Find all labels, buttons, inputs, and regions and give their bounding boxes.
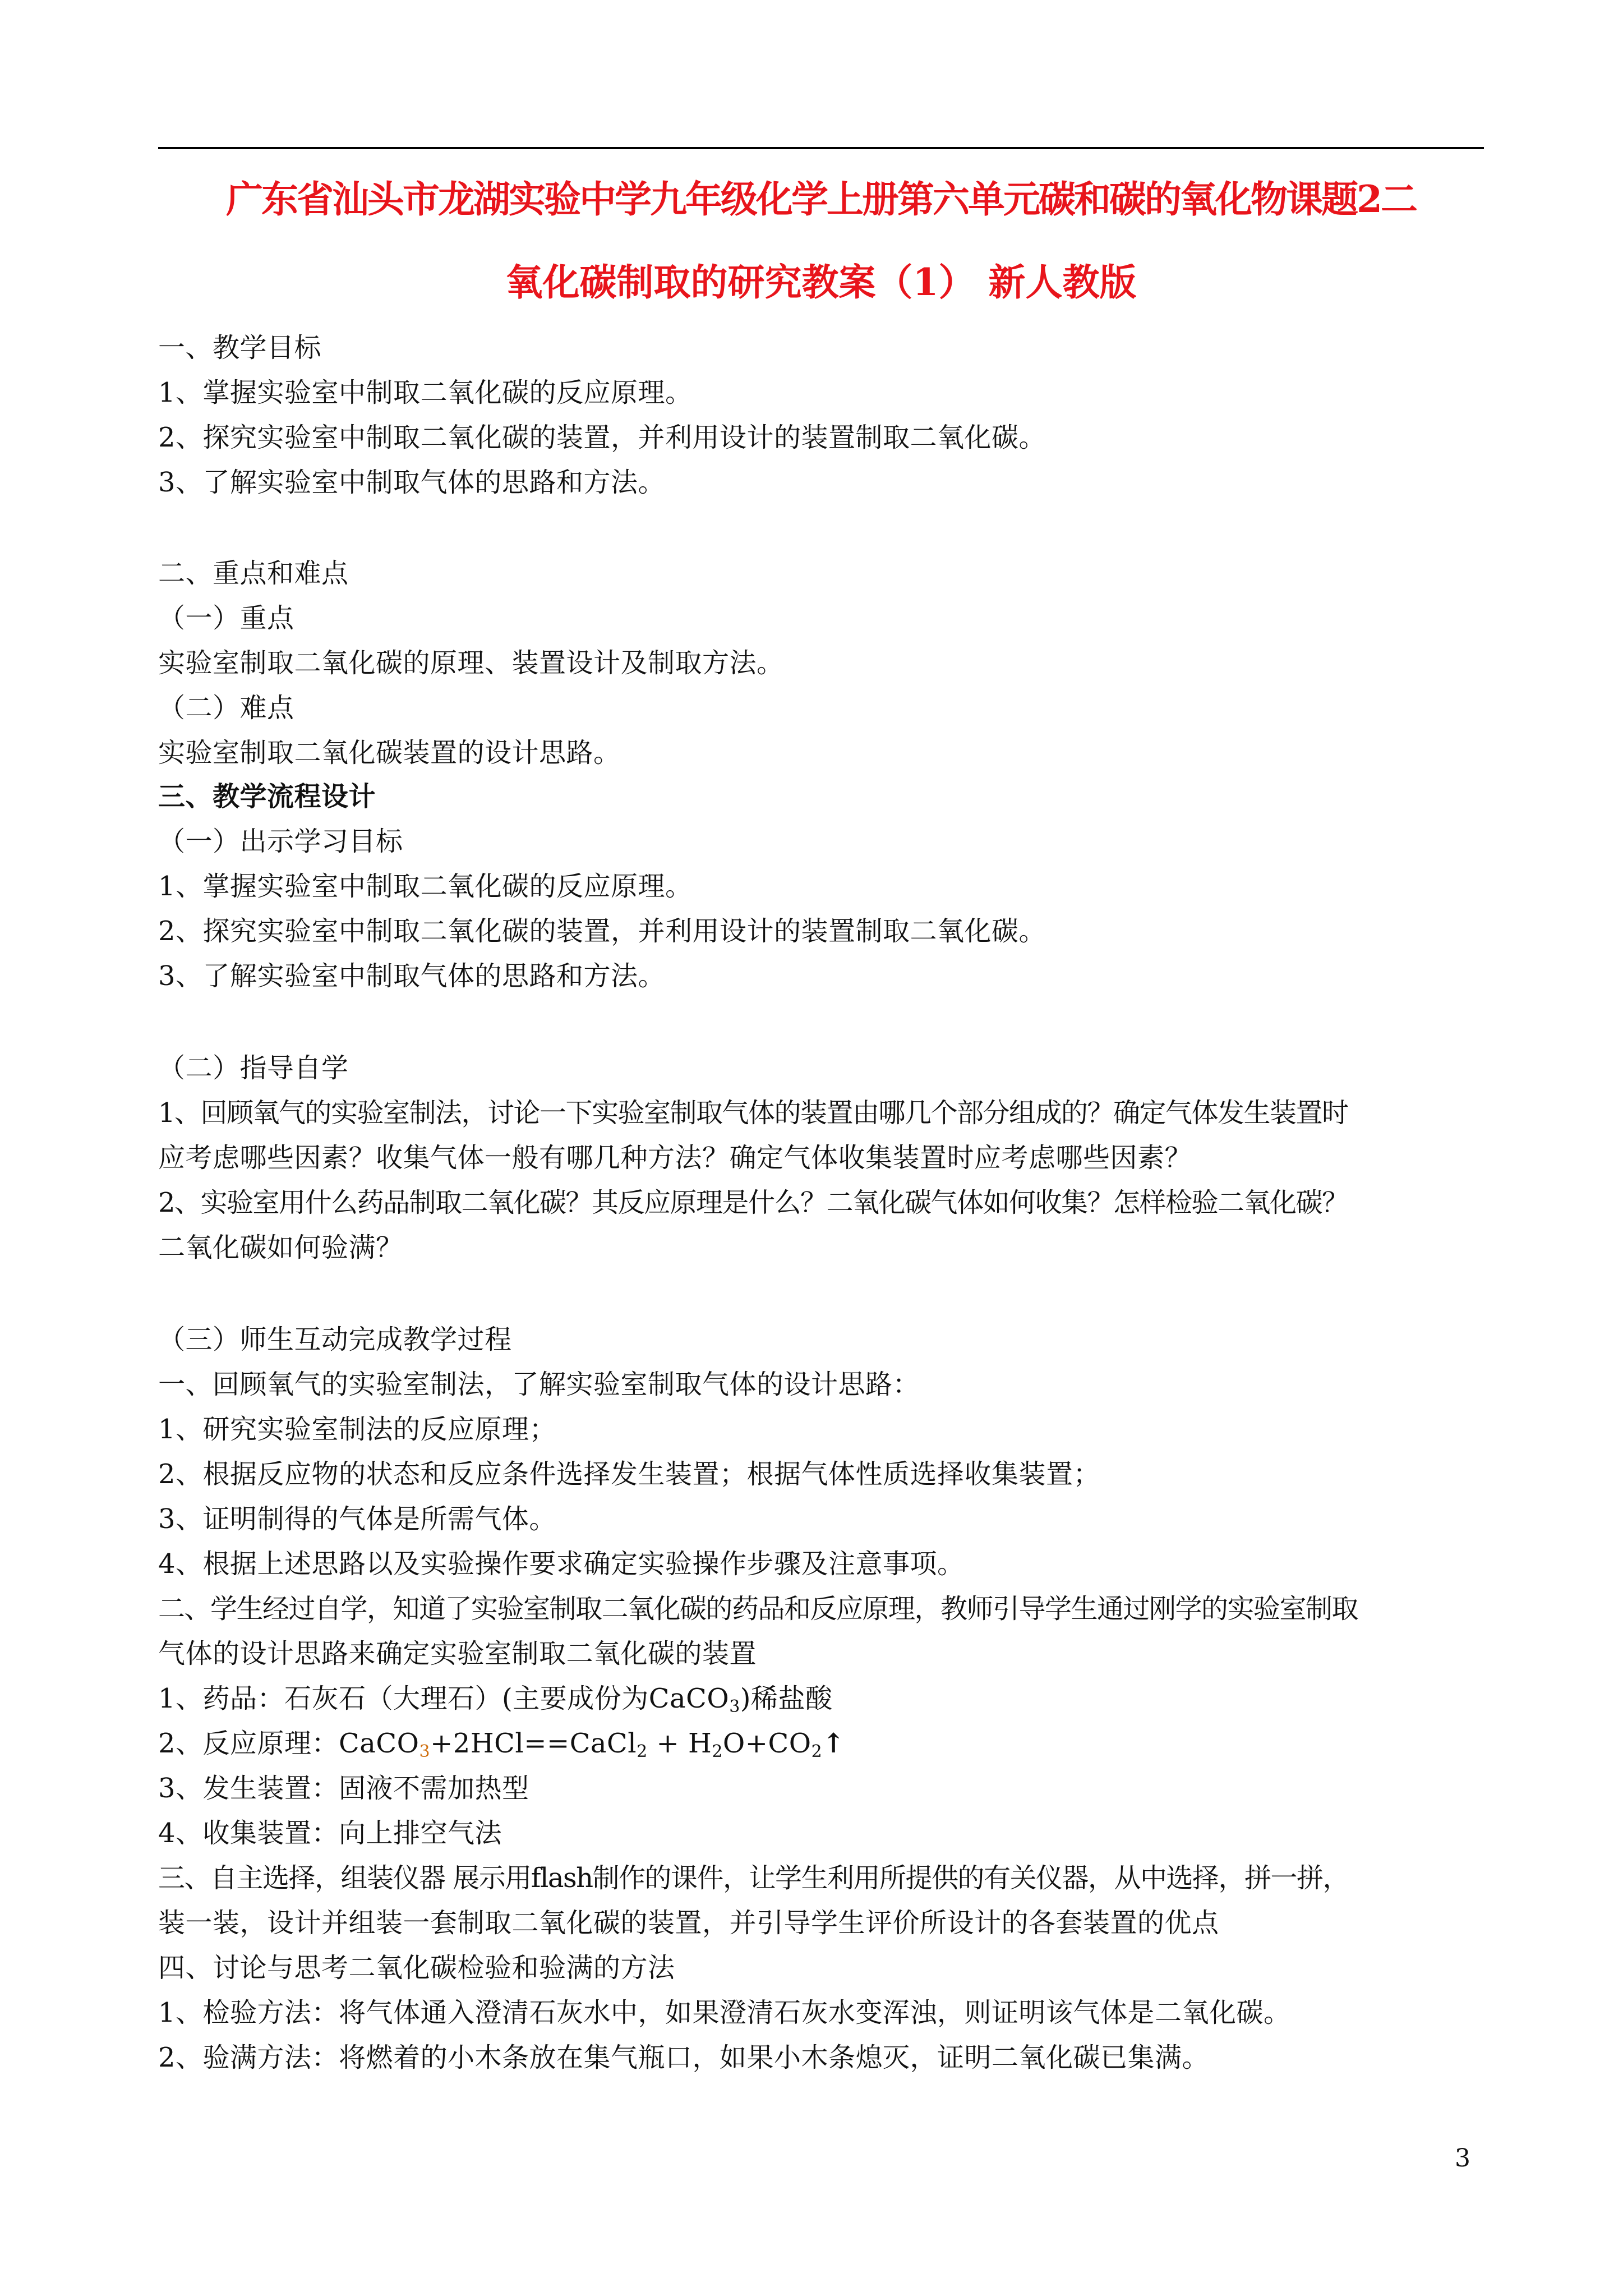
- sub3-p4-item-2: 2、验满方法：将燃着的小木条放在集气瓶口，如果小木条熄灭，证明二氧化碳已集满。: [158, 2042, 1210, 2073]
- section1-item-1: 1、掌握实验室中制取二氧化碳的反应原理。: [158, 377, 693, 408]
- section2-heading: 二、重点和难点: [158, 558, 349, 589]
- sub3-paragraph1: 一、回顾氧气的实验室制法，了解实验室制取气体的设计思路：: [158, 1369, 920, 1400]
- section1-item-3: 3、了解实验室中制取气体的思路和方法。: [158, 467, 666, 498]
- equation-subscript-2: 2: [637, 1742, 648, 1761]
- equation-mid-2: + H: [647, 1728, 712, 1759]
- sub3-heading: （三）师生互动完成教学过程: [158, 1324, 512, 1355]
- generation-apparatus-line: 3、发生装置：固液不需加热型: [158, 1773, 529, 1804]
- sub2-question1-line1: 1、回顾氧气的实验室制法，讨论一下实验室制取气体的装置由哪几个部分组成的？确定气体发生装置时: [158, 1097, 1348, 1129]
- equation-prefix: 2、反应原理：CaCO: [158, 1728, 419, 1759]
- sub3-p1-item-3: 3、证明制得的气体是所需气体。: [158, 1503, 557, 1535]
- sub3-paragraph2-line2: 气体的设计思路来确定实验室制取二氧化碳的装置: [158, 1638, 757, 1669]
- sub3-p1-item-1: 1、研究实验室制法的反应原理；: [158, 1414, 557, 1445]
- difficult-point-text: 实验室制取二氧化碳装置的设计思路。: [158, 737, 621, 769]
- document-title-line1: 广东省汕头市龙湖实验中学九年级化学上册第六单元碳和碳的氧化物课题2二: [226, 177, 1416, 221]
- drug-subscript: 3: [729, 1697, 740, 1717]
- sub3-p4-item-1: 1、检验方法：将气体通入澄清石灰水中，如果澄清石灰水变浑浊，则证明该气体是二氧化碳。: [158, 1997, 1291, 2028]
- equation-subscript-3: 2: [712, 1742, 723, 1761]
- equation-mid-1: +2HCl==CaCl: [430, 1728, 637, 1759]
- header-rule: [158, 147, 1484, 149]
- sub1-heading: （一）出示学习目标: [158, 826, 403, 857]
- section1-item-2: 2、探究实验室中制取二氧化碳的装置，并利用设计的装置制取二氧化碳。: [158, 422, 1046, 453]
- collection-apparatus-line: 4、收集装置：向上排空气法: [158, 1818, 502, 1849]
- section1-heading: 一、教学目标: [158, 332, 322, 364]
- sub1-item-2: 2、探究实验室中制取二氧化碳的装置，并利用设计的装置制取二氧化碳。: [158, 915, 1046, 947]
- key-point-heading: （一）重点: [158, 602, 294, 634]
- sub1-item-3: 3、了解实验室中制取气体的思路和方法。: [158, 960, 666, 992]
- sub2-question1-line2: 应考虑哪些因素？收集气体一般有哪几种方法？确定气体收集装置时应考虑哪些因素？: [158, 1142, 1192, 1174]
- sub1-item-1: 1、掌握实验室中制取二氧化碳的反应原理。: [158, 871, 693, 902]
- equation-subscript-4: 2: [811, 1742, 823, 1761]
- sub2-question2-line2: 二氧化碳如何验满？: [158, 1232, 403, 1263]
- equation-mid-3: O+CO: [722, 1728, 811, 1759]
- difficult-point-heading: （二）难点: [158, 692, 294, 724]
- sub2-question2-line1: 2、实验室用什么药品制取二氧化碳？其反应原理是什么？二氧化碳气体如何收集？怎样检验二氧化碳？: [158, 1187, 1348, 1218]
- sub3-paragraph4: 四、讨论与思考二氧化碳检验和验满的方法: [158, 1952, 675, 1984]
- equation-subscript-1: 3: [419, 1742, 431, 1761]
- drug-line: [158, 1681, 1484, 1717]
- sub2-heading: （二）指导自学: [158, 1052, 349, 1084]
- page-number: 3: [1455, 2144, 1470, 2173]
- sub3-paragraph3-line1: 三、自主选择，组装仪器 展示用flash制作的课件，让学生利用所提供的有关仪器，从中选择，拼一拼，: [158, 1862, 1349, 1894]
- reaction-equation-line: [158, 1726, 1484, 1761]
- section3-heading: 三、教学流程设计: [158, 781, 376, 812]
- sub3-paragraph2-line1: 二、学生经过自学，知道了实验室制取二氧化碳的药品和反应原理，教师引导学生通过刚学的实验室制取: [158, 1593, 1358, 1625]
- drug-suffix: )稀盐酸: [740, 1683, 833, 1714]
- drug-prefix: 1、药品：石灰石（大理石）(主要成份为CaCO: [158, 1683, 730, 1714]
- sub3-p1-item-2: 2、根据反应物的状态和反应条件选择发生装置；根据气体性质选择收集装置；: [158, 1458, 1101, 1490]
- sub3-p1-item-4: 4、根据上述思路以及实验操作要求确定实验操作步骤及注意事项。: [158, 1548, 965, 1580]
- key-point-text: 实验室制取二氧化碳的原理、装置设计及制取方法。: [158, 647, 784, 679]
- document-title-line2: 氧化碳制取的研究教案（1） 新人教版: [505, 260, 1137, 304]
- gas-arrow-icon: ↑: [822, 1728, 845, 1759]
- sub3-paragraph3-line2: 装一装，设计并组装一套制取二氧化碳的装置，并引导学生评价所设计的各套装置的优点: [158, 1907, 1219, 1939]
